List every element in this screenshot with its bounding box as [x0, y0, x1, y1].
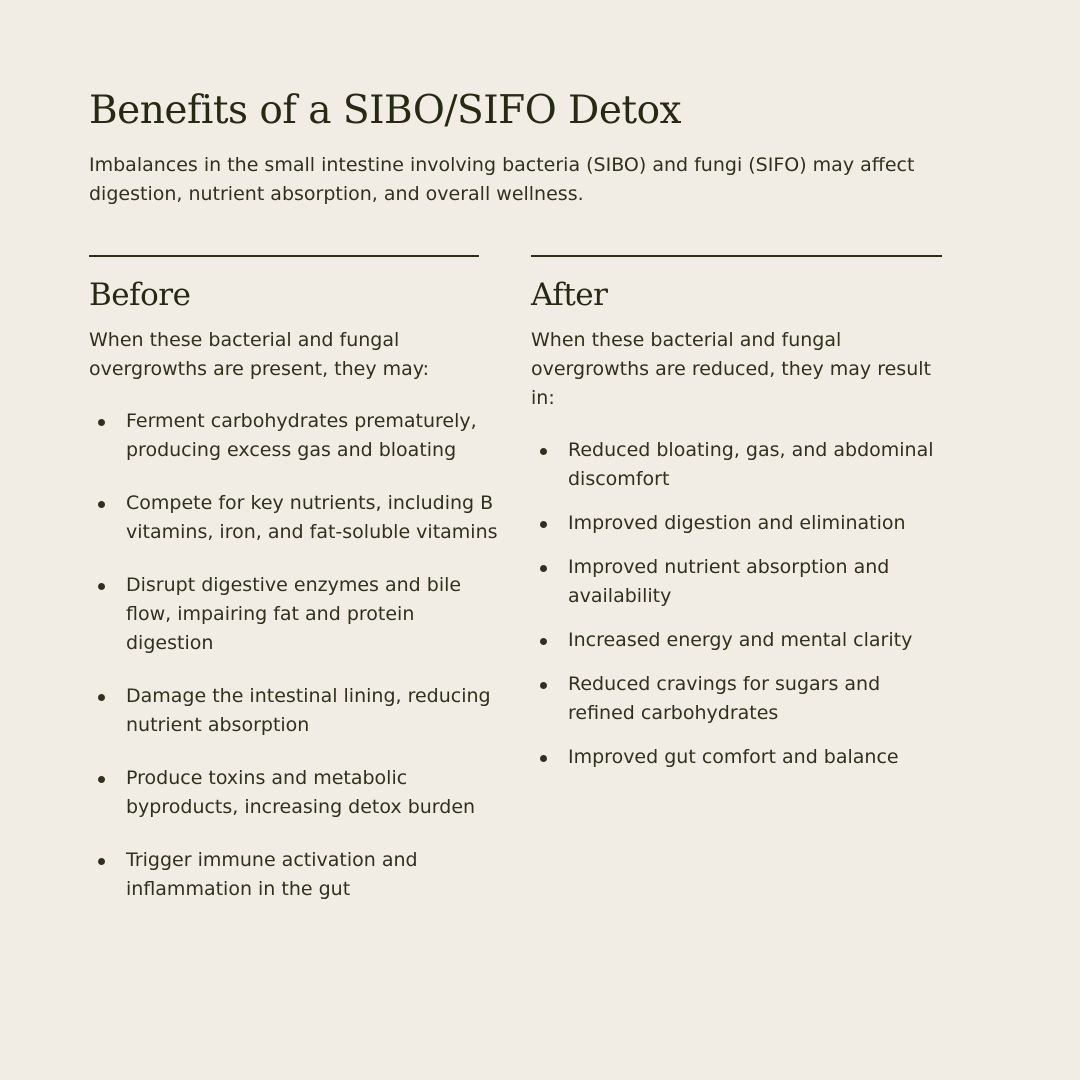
before-column [89, 255, 499, 928]
list-item [89, 764, 499, 822]
before-lead: When these bacterial and fungal overgrowths are present, they may: [89, 329, 430, 380]
list-item-text: Increased energy and mental clarity [568, 629, 913, 651]
list-item [531, 436, 941, 494]
list-item [531, 743, 941, 772]
bullet-dot-icon [540, 521, 547, 528]
list-item-text: Improved gut comfort and balance [568, 746, 899, 768]
after-column [531, 255, 941, 787]
list-item-text: Reduced cravings for sugars and refined carbohydrates [568, 673, 881, 724]
bullet-dot-icon [540, 755, 547, 762]
bullet-dot-icon [98, 583, 105, 590]
list-item-text: Reduced bloating, gas, and abdominal discomfort [568, 439, 934, 490]
list-item [89, 407, 499, 465]
list-item-text: Disrupt digestive enzymes and bile flow, impairing fat and protein digestion [126, 574, 462, 654]
before-heading: Before [89, 277, 191, 313]
bullet-dot-icon [98, 419, 105, 426]
list-item [89, 682, 499, 740]
after-lead: When these bacterial and fungal overgrowths are reduced, they may result in: [531, 329, 931, 409]
list-item-text: Produce toxins and metabolic byproducts, increasing detox burden [126, 767, 476, 818]
bullet-dot-icon [540, 448, 547, 455]
list-item [531, 670, 941, 728]
after-divider [531, 255, 942, 257]
after-heading: After [531, 277, 608, 313]
bullet-dot-icon [98, 694, 105, 701]
list-item [531, 626, 941, 655]
list-item [531, 509, 941, 538]
after-list [531, 436, 941, 772]
list-item-text: Improved digestion and elimination [568, 512, 906, 534]
list-item-text: Improved nutrient absorption and availability [568, 556, 890, 607]
list-item [89, 489, 499, 547]
bullet-dot-icon [98, 858, 105, 865]
page-title: Benefits of a SIBO/SIFO Detox [89, 88, 682, 133]
list-item-text: Damage the intestinal lining, reducing nutrient absorption [126, 685, 491, 736]
bullet-dot-icon [98, 776, 105, 783]
list-item-text: Compete for key nutrients, including B vitamins, iron, and fat-soluble vitamins [126, 492, 498, 543]
list-item [89, 846, 499, 904]
list-item [531, 553, 941, 611]
bullet-dot-icon [540, 565, 547, 572]
bullet-dot-icon [540, 682, 547, 689]
list-item-text: Ferment carbohydrates prematurely, producing excess gas and bloating [126, 410, 477, 461]
list-item-text: Trigger immune activation and inflammation in the gut [126, 849, 418, 900]
intro-paragraph: Imbalances in the small intestine involving bacteria (SIBO) and fungi (SIFO) may affect digestion, nutrient absorption, and overall wellness. [89, 154, 915, 205]
list-item [89, 571, 499, 658]
before-list [89, 407, 499, 904]
bullet-dot-icon [540, 638, 547, 645]
bullet-dot-icon [98, 501, 105, 508]
before-divider [89, 255, 479, 257]
